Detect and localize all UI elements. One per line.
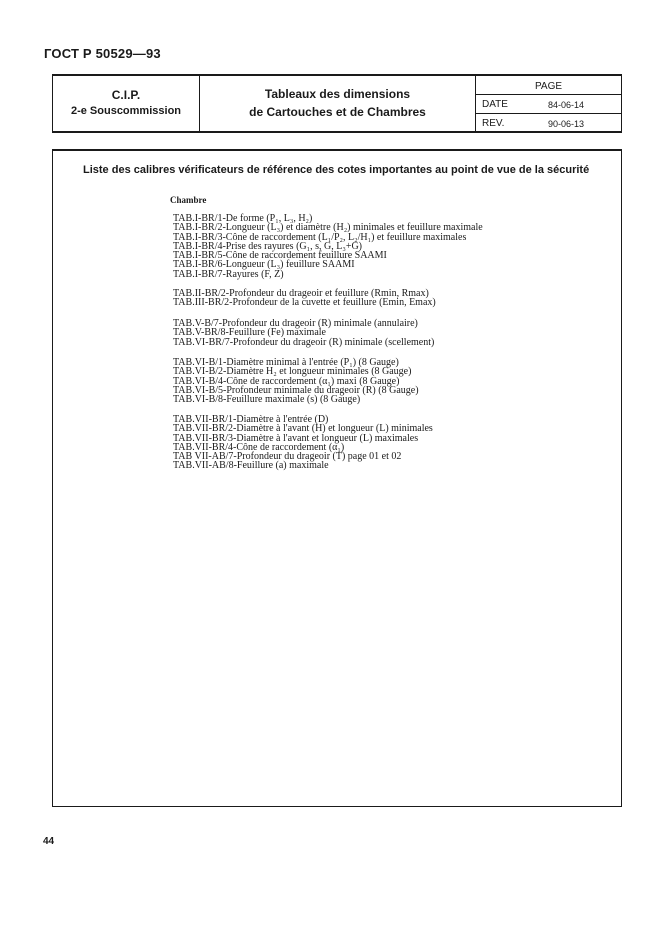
list-item: TAB.VII-BR/1-Diamètre à l'entrée (D) bbox=[173, 414, 329, 425]
header-title-line2: de Cartouches et de Chambres bbox=[249, 105, 426, 119]
list-item: TAB.VI-BR/7-Profondeur du drageoir (R) minimale (scellement) bbox=[173, 336, 435, 348]
rev-row bbox=[476, 114, 621, 133]
header-table bbox=[52, 76, 622, 133]
list-item: TAB.II-BR/2-Profondeur du drageoir et feuillure (Rmin, Rmax) bbox=[173, 288, 429, 299]
header-org-cell bbox=[53, 76, 200, 131]
page-row bbox=[476, 76, 621, 95]
list-item: TAB.VII-AB/8-Feuillure (a) maximale bbox=[173, 460, 329, 472]
list-item: TAB.V-BR/8-Feuillure (Fe) maximale bbox=[173, 327, 326, 339]
list-item: TAB.I-BR/1-De forme (P₁, L₃, H₂) bbox=[173, 213, 313, 224]
list-item: TAB.I-BR/7-Rayures (F, Z) bbox=[173, 268, 284, 280]
content-title: Liste des calibres vérificateurs de référence des cotes importantes au point de vue de la sécurité bbox=[83, 164, 590, 176]
list-item: TAB.I-BR/6-Longueur (L₃) feuillure SAAMI bbox=[173, 259, 355, 271]
list-item: TAB.V-B/7-Profondeur du drageoir (R) minimale (annulaire) bbox=[173, 318, 418, 329]
group-tab-i bbox=[173, 214, 483, 279]
group-tab-vii bbox=[173, 415, 433, 471]
list-item: TAB.VII-BR/2-Diamètre à l'avant (H) et longueur (L) minimales bbox=[173, 423, 433, 435]
rev-label: REV. bbox=[482, 118, 505, 129]
list-item: TAB.I-BR/2-Longueur (L₃) et diamètre (H₂) minimales et feuillure maximale bbox=[173, 222, 483, 234]
group-tab-vi-b bbox=[173, 358, 419, 404]
list-item: TAB.I-BR/3-Cône de raccordement (L₁/P₂, L₂/H₁) et feuillure maximales bbox=[173, 231, 467, 243]
list-item: TAB.VI-B/8-Feuillure maximale (s) (8 Gauge) bbox=[173, 394, 361, 406]
list-item: TAB.I-BR/4-Prise des rayures (G₁, s, G, L₃+G) bbox=[173, 240, 363, 252]
org-name: C.I.P. bbox=[111, 88, 141, 102]
list-item: TAB.I-BR/5-Cône de raccordement feuillure SAAMI bbox=[173, 250, 387, 262]
list-item: TAB.VI-B/1-Diamètre minimal à l'entrée (P₁) (8 Gauge) bbox=[173, 357, 399, 368]
header-title-line1: Tableaux des dimensions bbox=[264, 87, 411, 101]
list-item: TAB.VII-BR/4-Cône de raccordement (α₁) bbox=[173, 441, 345, 453]
date-row bbox=[476, 95, 621, 114]
list-item: TAB.VI-B/4-Cône de raccordement (α₁) maxi (8 Gauge) bbox=[173, 375, 400, 387]
date-label: DATE bbox=[482, 99, 508, 110]
list-item: TAB.III-BR/2-Profondeur de la cuvette et feuillure (Emin, Emax) bbox=[173, 297, 436, 309]
header-title-cell bbox=[200, 76, 476, 131]
list-item: TAB.VI-B/5-Profondeur minimale du drageoir (R) (8 Gauge) bbox=[173, 384, 419, 396]
document-code: ГОСТ Р 50529—93 bbox=[44, 46, 161, 61]
group-tab-ii-iii bbox=[173, 289, 436, 308]
subcommission-name: 2-e Souscommission bbox=[70, 105, 182, 117]
list-item: TAB.VII-BR/3-Diamètre à l'avant et longueur (L) maximales bbox=[173, 432, 419, 444]
date-value: 84-06-14 bbox=[548, 100, 585, 110]
page-label: PAGE bbox=[534, 81, 563, 92]
list-item: TAB.VI-B/2-Diamètre H₂ et longueur minimales (8 Gauge) bbox=[173, 366, 412, 378]
list-item: TAB VII-AB/7-Profondeur du drageoir (T) page 01 et 02 bbox=[173, 451, 402, 463]
content-frame bbox=[52, 149, 622, 807]
page-number: 44 bbox=[43, 836, 55, 847]
header-meta-cell bbox=[476, 76, 621, 131]
section-heading: Chambre bbox=[170, 195, 207, 205]
rev-value: 90-06-13 bbox=[548, 119, 585, 129]
group-tab-v-vi bbox=[173, 319, 434, 347]
